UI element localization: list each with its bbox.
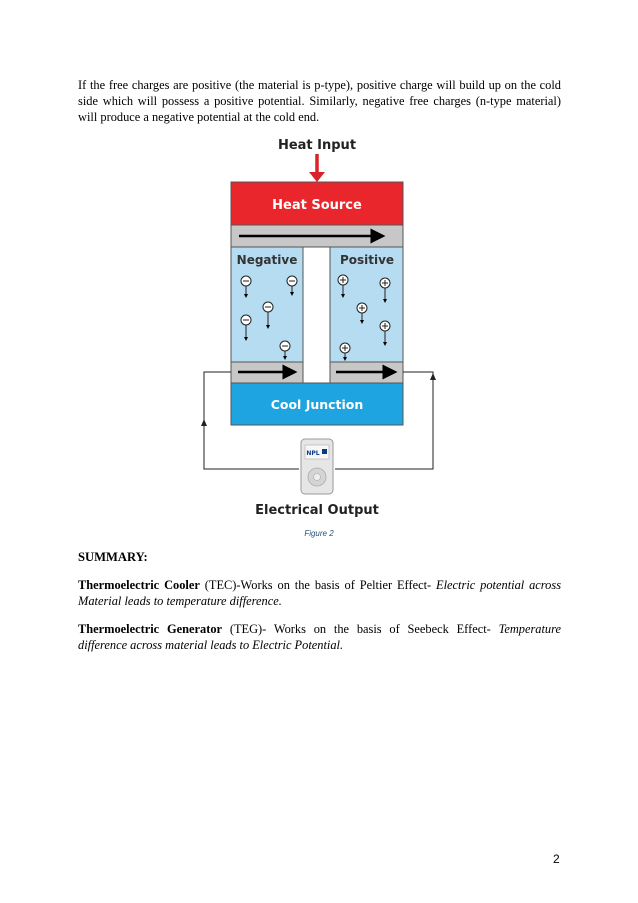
page-number: 2	[553, 852, 560, 866]
meter-brand-label: NPL	[306, 450, 320, 457]
tec-description: (TEC)-Works on the basis of Peltier Effect-	[199, 578, 437, 592]
left-wire-arrow	[201, 419, 207, 426]
summary-heading: SUMMARY:	[78, 550, 148, 564]
heat-input-label: Heat Input	[277, 138, 357, 153]
right-wire-arrow	[430, 373, 436, 380]
positive-label: Positive	[339, 253, 395, 267]
cool-junction-label: Cool Junction	[270, 397, 364, 412]
voltmeter-device	[301, 439, 333, 494]
teg-term: Thermoelectric Generator	[78, 622, 223, 636]
intro-paragraph: If the free charges are positive (the material is p-type), positive charge will build up on the cold side which will possess a positive potential. Similarly, negative free charges (n-type material) will produce a negative potential at the cold end.	[78, 78, 561, 125]
tec-term: Thermoelectric Cooler	[78, 578, 200, 592]
electrical-output-label: Electrical Output	[255, 503, 379, 518]
thermoelectric-figure	[195, 130, 445, 525]
teg-description: (TEG)- Works on the basis of Seebeck Effect-	[222, 622, 499, 636]
heat-input-arrowhead	[309, 172, 325, 182]
figure-caption: Figure 2	[304, 529, 334, 538]
negative-label: Negative	[236, 253, 298, 267]
tec-effect: Electric potential across Material leads to temperature difference.	[78, 578, 562, 609]
tec-paragraph	[78, 577, 561, 609]
heat-source-label: Heat Source	[272, 198, 362, 213]
teg-effect: Temperature difference across material leads to Electric Potential.	[78, 622, 561, 653]
teg-paragraph	[78, 621, 561, 653]
